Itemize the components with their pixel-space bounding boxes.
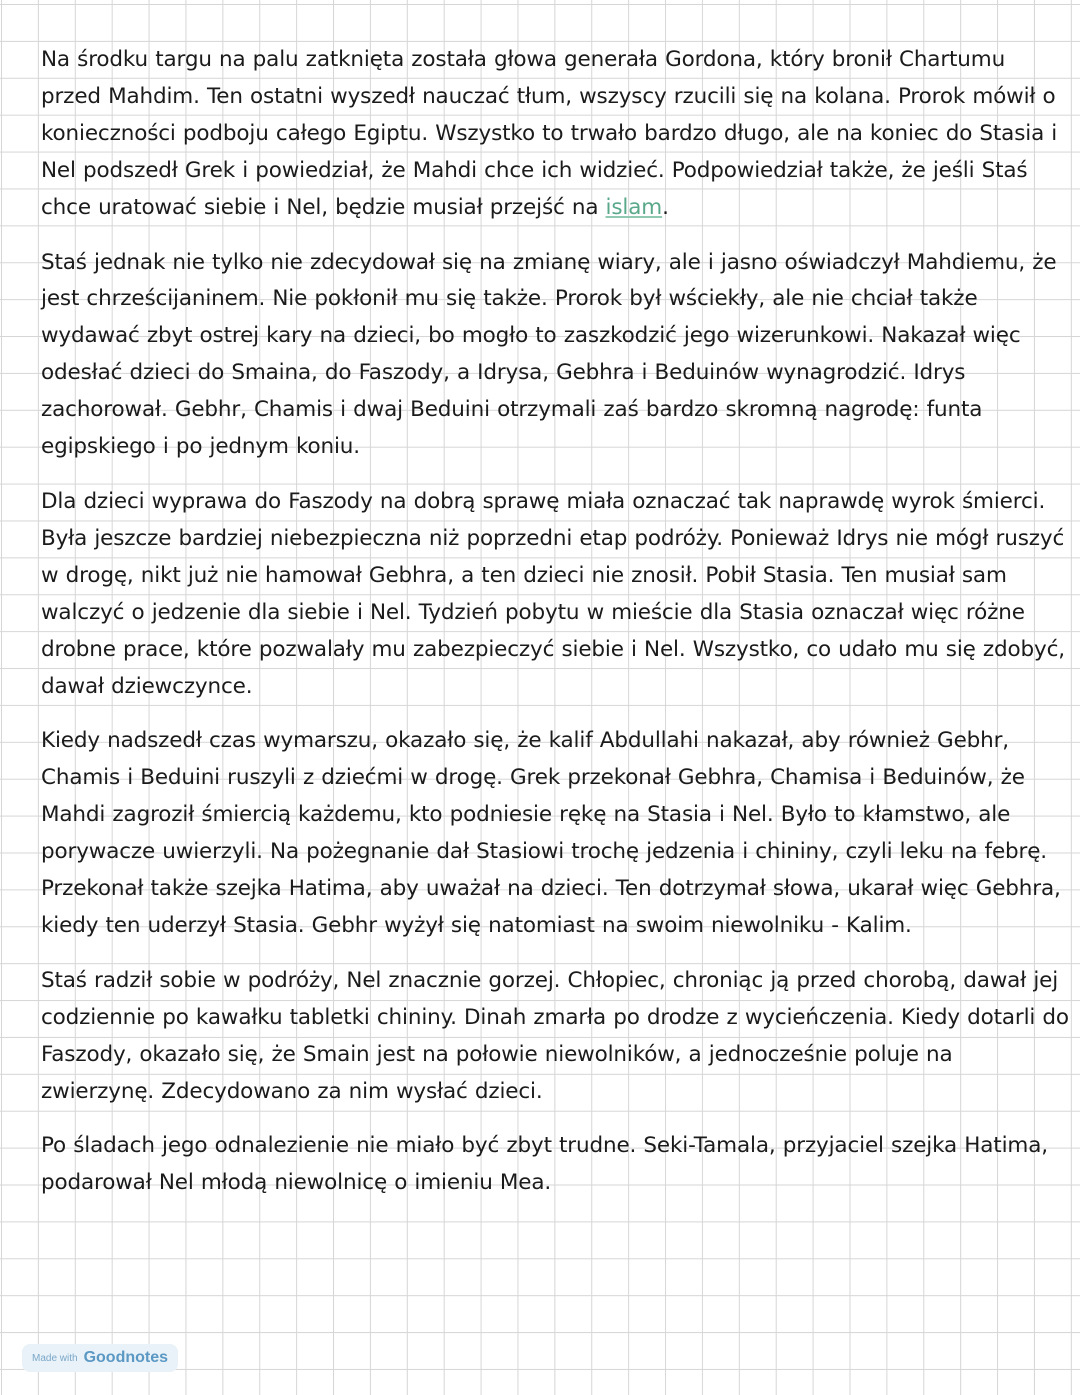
paragraph-3: Dla dzieci wyprawa do Faszody na dobrą sprawę miała oznaczać tak naprawdę wyrok śmierci. Była jeszcze bardziej niebezpieczna niż poprzedni etap podróży. Ponieważ Idrys nie mógł ruszyć w drogę, nikt już nie hamował Gebhra, a ten dzieci nie znosił. Pobił Stasia. Ten musiał sam walczyć o jedzenie dla siebie i Nel. Tydzień pobytu w mieście dla Stasia oznaczał więc różne drobne prace, które pozwalały mu zabezpieczyć siebie i Nel. Wszystko, co udało mu się zdobyć, dawał dziewczynce. bbox=[41, 488, 1065, 699]
paragraph-6: Po śladach jego odnalezienie nie miało być zbyt trudne. Seki-Tamala, przyjaciel szejka Hatima, podarował Nel młodą niewolnicę o imieniu Mea. bbox=[41, 1133, 1048, 1196]
paragraph-1 bbox=[41, 42, 1071, 227]
watermark-brand: Goodnotes bbox=[83, 1349, 169, 1366]
watermark-prefix: Made with bbox=[32, 1352, 78, 1364]
islam-link[interactable]: islam bbox=[605, 194, 663, 220]
notes-page bbox=[41, 42, 1071, 1220]
goodnotes-watermark bbox=[22, 1344, 178, 1372]
paragraph-1-text: Na środku targu na palu zatknięta została głowa generała Gordona, który bronił Chartumu przed Mahdim. Ten ostatni wyszedł nauczać tłum, wszyscy rzucili się na kolana. Prorok mówił o konieczności podboju całego Egiptu. Wszystko to trwało bardzo długo, ale na koniec do Stasia i Nel podszedł Grek i powiedział, że Mahdi chce ich widzieć. Podpowiedział także, że jeśli Staś chce uratować siebie i Nel, będzie musiał przejść na bbox=[41, 47, 1058, 220]
paragraph-1-end: . bbox=[662, 194, 669, 220]
paragraph-5: Staś radził sobie w podróży, Nel znacznie gorzej. Chłopiec, chroniąc ją przed chorobą, dawał jej codziennie po kawałku tabletki chininy. Dinah zmarła po drodze z wycieńczenia. Kiedy dotarli do Faszody, okazało się, że Smain jest na połowie niewolników, a jednocześnie poluje na zwierzynę. Zdecydowano za nim wysłać dzieci. bbox=[41, 967, 1069, 1104]
paragraph-2: Staś jednak nie tylko nie zdecydował się na zmianę wiary, ale i jasno oświadczył Mahdiemu, że jest chrześcijaninem. Nie pokłonił mu się także. Prorok był wściekły, ale nie chciał także wydawać zbyt ostrej kary na dzieci, bo mogło to zaszkodzić jego wizerunkowi. Nakazał więc odesłać dzieci do Smaina, do Faszody, a Idrysa, Gebhra i Beduinów wynagrodzić. Idrys zachorował. Gebhr, Chamis i dwaj Beduini otrzymali zaś bardzo skromną nagrodę: funta egipskiego i po jednym koniu. bbox=[41, 249, 1057, 460]
paragraph-4: Kiedy nadszedł czas wymarszu, okazało się, że kalif Abdullahi nakazał, aby również Gebhr, Chamis i Beduini ruszyli z dziećmi w drogę. Grek przekonał Gebhra, Chamisa i Beduinów, że Mahdi zagroził śmiercią każdemu, kto podniesie rękę na Stasia i Nel. Było to kłamstwo, ale porywacze uwierzyli. Na pożegnanie dał Stasiowi trochę jedzenia i chininy, czyli leku na febrę. Przekonał także szejka Hatima, aby uważał na dzieci. Ten dotrzymał słowa, ukarał więc Gebhra, kiedy ten uderzył Stasia. Gebhr wyżył się natomiast na swoim niewolniku - Kalim. bbox=[41, 728, 1061, 938]
